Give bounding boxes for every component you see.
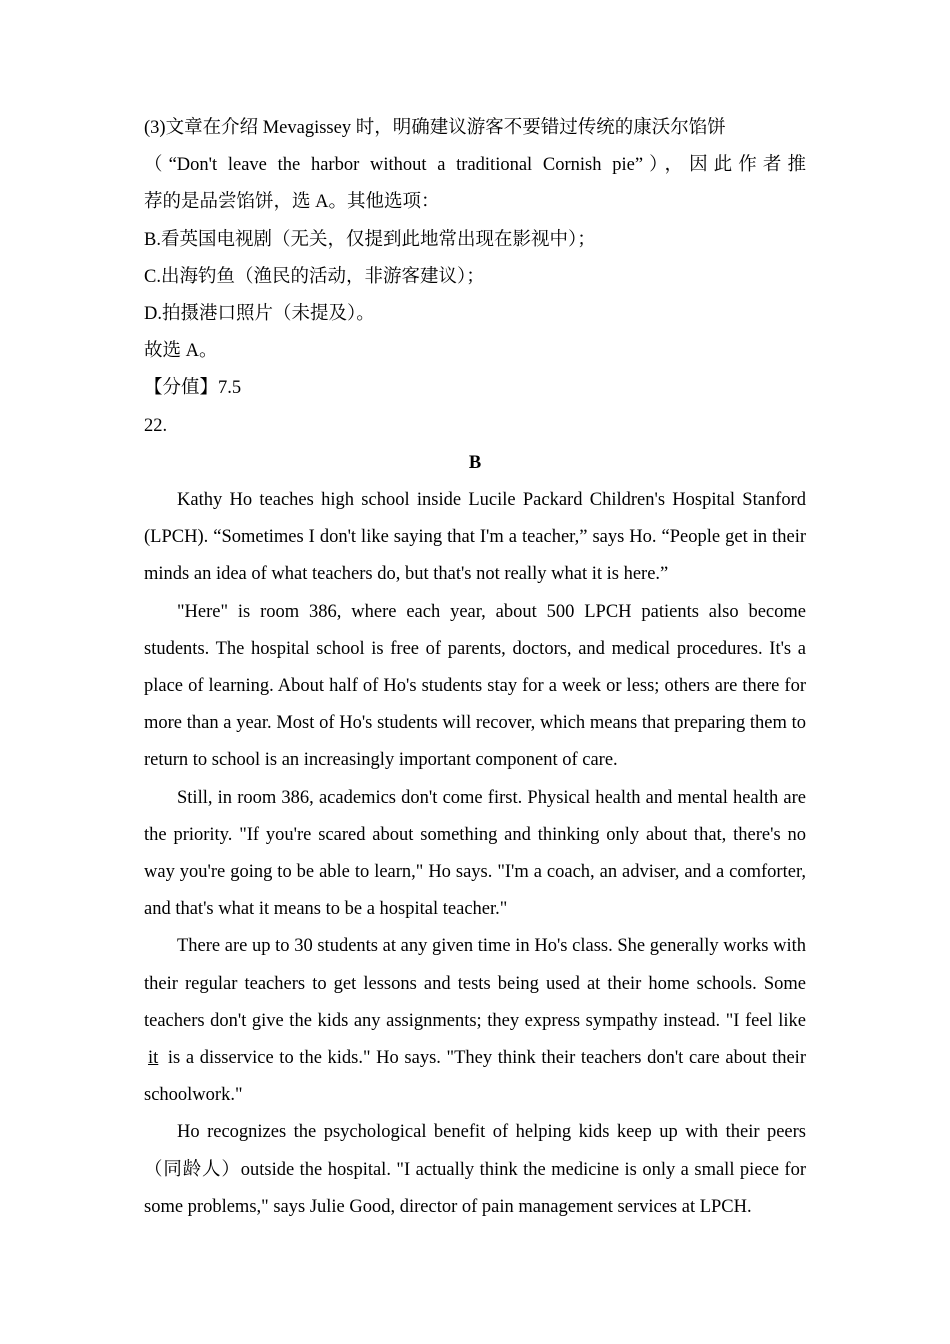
document-content xyxy=(144,110,806,1226)
option-b-explanation: B.看英国电视剧（无关，仅提到此地常出现在影视中）； xyxy=(144,229,596,250)
question-number: 22. xyxy=(144,415,168,436)
passage-paragraph-5: Ho recognizes the psychological benefit of helping kids keep up with their peers（同龄人）outside the hospital. "I actually think the medicine is only a small piece for some problems," says Julie Good, director of pain management services at LPCH. xyxy=(144,1122,806,1217)
answer-conclusion: 故选 A。 xyxy=(144,341,218,362)
passage-paragraph-3: Still, in room 386, academics don't come first. Physical health and mental health are the priority. "If you're scared about something and thinking only about that, there's no way you're going to be able to learn," Ho says. "I'm a coach, an adviser, and a comforter, and that's what it means to be a hospital teacher." xyxy=(144,787,806,920)
paragraph-4-text-before: There are up to 30 students at any given time in Ho's class. She generally works with their regular teachers to get lessons and tests being used at their home schools. Some teachers don't give the kids any assignments; they express sympathy instead. "I feel like xyxy=(144,936,806,1031)
answer-explanation-line-3: 荐的是品尝馅饼，选 A。其他选项： xyxy=(144,192,440,213)
option-d-explanation: D.拍摄港口照片（未提及）。 xyxy=(144,304,375,325)
answer-explanation-line-1: (3)文章在介绍 Mevagissey 时，明确建议游客不要错过传统的康沃尔馅饼 xyxy=(144,118,726,138)
passage-paragraph-4 xyxy=(144,928,806,1114)
paragraph-4-text-after: is a disservice to the kids." Ho says. "They think their teachers don't care about their schoolwork." xyxy=(144,1048,806,1106)
passage-heading: B xyxy=(468,452,482,473)
passage-paragraph-1: Kathy Ho teaches high school inside Lucile Packard Children's Hospital Stanford (LPCH). “Sometimes I don't like saying that I'm a teacher,” says Ho. “People get in their minds an idea of what teachers do, but that's not really what it is here.” xyxy=(144,490,806,585)
option-c-explanation: C.出海钓鱼（渔民的活动，非游客建议）； xyxy=(144,266,485,287)
score-label: 【分值】7.5 xyxy=(144,378,242,399)
answer-explanation-line-2: （“Don't leave the harbor without a traditional Cornish pie”），因此作者推 xyxy=(144,155,806,176)
passage-paragraph-2: "Here" is room 386, where each year, about 500 LPCH patients also become students. The hospital school is free of parents, doctors, and medical procedures. It's a place of learning. About half of Ho's students stay for a week or less; others are there for more than a year. Most of Ho's students will recover, which means that preparing them to return to school is an increasingly important component of care. xyxy=(144,601,806,771)
underlined-word-it: it xyxy=(148,1048,159,1069)
